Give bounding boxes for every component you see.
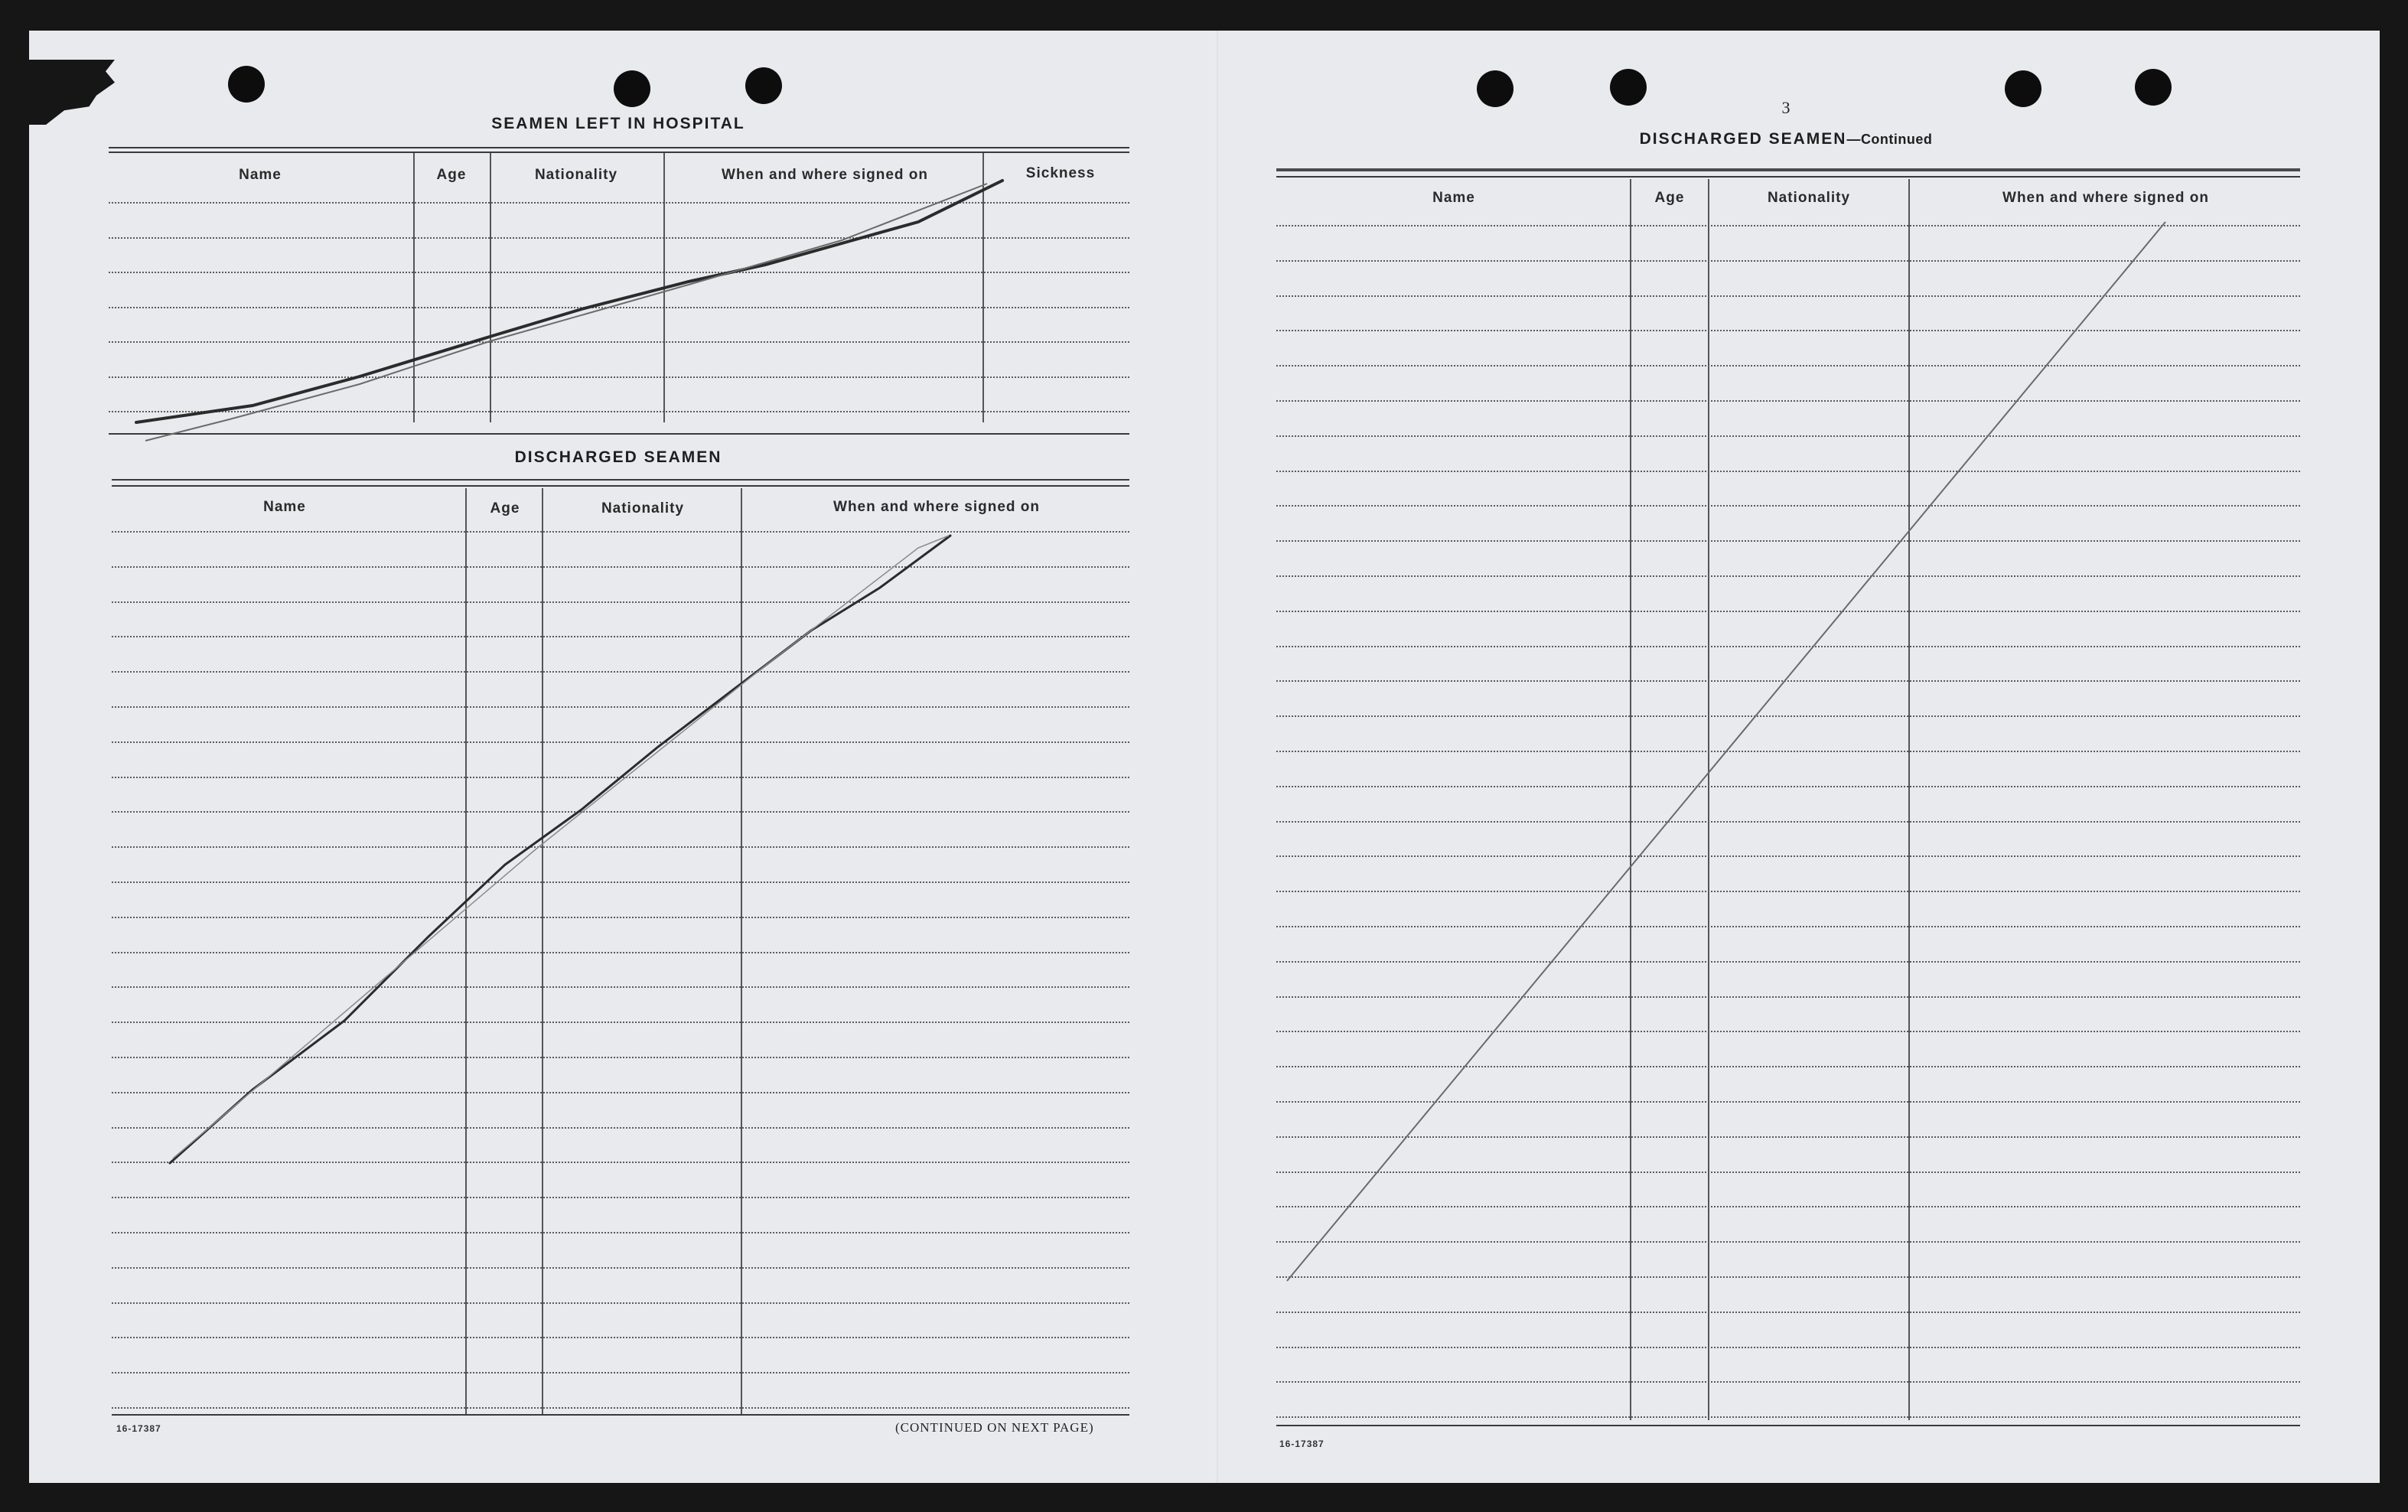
right-col-age: Age	[1654, 190, 1685, 206]
form-number: 16-17387	[116, 1423, 161, 1434]
discharged-col-signed-on: When and where signed on	[833, 499, 1040, 515]
page-number: 3	[1781, 98, 1791, 117]
discharged-col-age: Age	[490, 500, 520, 516]
title-main: DISCHARGED SEAMEN	[1639, 130, 1847, 148]
hospital-col-nationality: Nationality	[534, 167, 618, 183]
right-col-name: Name	[1432, 190, 1475, 206]
title-suffix: —Continued	[1846, 132, 1933, 147]
right-col-nationality: Nationality	[1767, 190, 1851, 206]
hospital-col-name: Name	[239, 167, 282, 183]
hospital-strike-line	[136, 181, 1002, 422]
hospital-col-age: Age	[436, 167, 467, 183]
discharged-section-title: DISCHARGED SEAMEN	[514, 448, 722, 466]
right-col-signed-on: When and where signed on	[2002, 190, 2209, 206]
discharged-col-name: Name	[263, 499, 306, 515]
discharged-col-nationality: Nationality	[601, 500, 685, 516]
continued-note: (CONTINUED ON NEXT PAGE)	[895, 1420, 1094, 1435]
hospital-col-sickness: Sickness	[1025, 165, 1096, 181]
hospital-col-signed-on: When and where signed on	[722, 167, 928, 183]
hospital-section-title: SEAMEN LEFT IN HOSPITAL	[491, 115, 745, 132]
discharged-strike-line	[170, 536, 950, 1163]
form-number-right: 16-17387	[1279, 1439, 1325, 1449]
discharged-strike-line-faint	[173, 536, 949, 1158]
right-strike-line	[1287, 222, 2165, 1281]
